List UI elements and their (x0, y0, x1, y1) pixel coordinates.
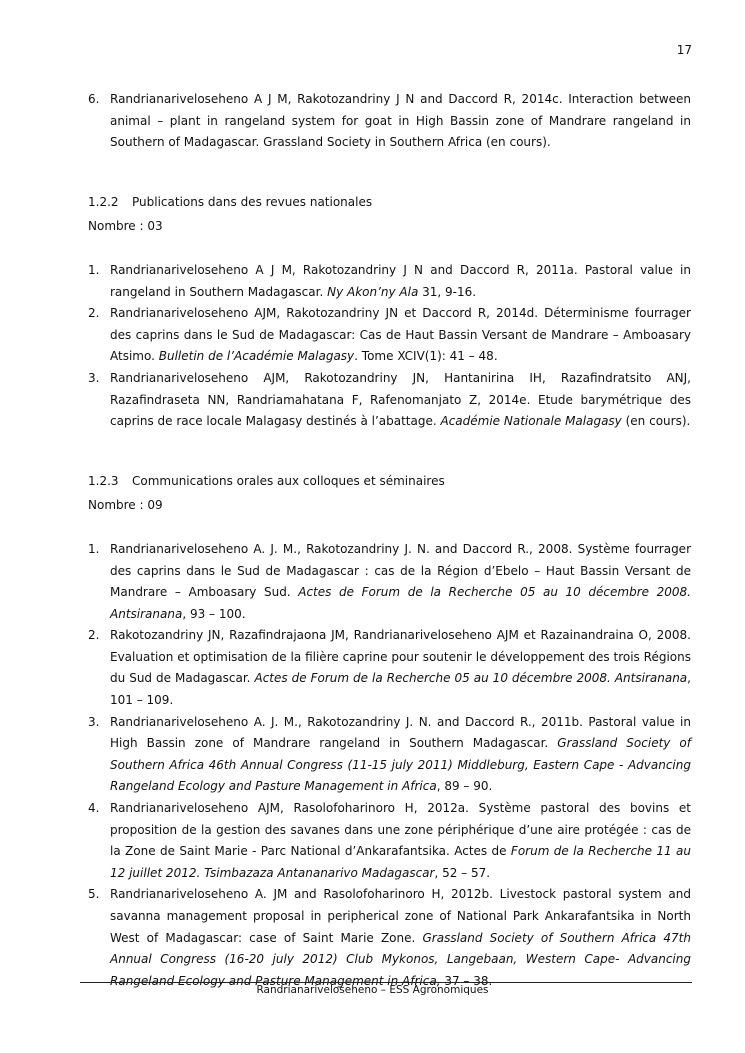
reference-text: Randrianariveloseheno A. J. M., Rakotozandriny J. N. and Daccord R., 2008. Système fourrager des caprins dans le Sud de Madagascar : cas de la Région d’Ebelo – Haut Bassin Versant de Mandrare – Amboasary Sud. Actes de Forum de la Recherche 05 au 10 décembre 2008. Antsiranana, 93 – 100. (110, 541, 691, 621)
reference-text: Randrianariveloseheno A. J. M., Rakotozandriny J. N. and Daccord R., 2011b. Pastoral value in High Bassin zone of Mandrare rangeland in Southern Madagascar. Grassland Society of Southern Africa 46th Annual Congress (11-15 july 2011) Middleburg, Eastern Cape - Advancing Rangeland Ecology and Pasture Management in Africa, 89 – 90. (110, 714, 691, 794)
reference-item (88, 625, 691, 711)
section-number: 1.2.3 (88, 473, 119, 488)
count-label: Nombre : 03 (88, 219, 163, 234)
footer-rule (80, 982, 692, 983)
section-heading (88, 192, 691, 214)
reference-item (88, 884, 691, 992)
reference-item (88, 260, 691, 303)
section-title: Publications dans des revues nationales (132, 194, 373, 209)
section-title: Communications orales aux colloques et séminaires (132, 473, 445, 488)
reference-text: Randrianariveloseheno AJM, Rasolofoharinoro H, 2012a. Système pastoral des bovins et proposition de la gestion des savanes dans une zone périphérique d’une aire protégée : cas de la Zone de Saint Marie - Parc National d’Ankarafantsika. Actes de Forum de la Recherche 11 au 12 juillet 2012. Tsimbazaza Antananarivo Madagascar, 52 – 57. (110, 801, 692, 880)
reference-number: 1. (88, 262, 100, 277)
page-footer: Randrianariveloseheno – ESS Agronomiques (256, 984, 489, 996)
page-number: 17 (676, 43, 692, 57)
reference-item (88, 368, 691, 433)
reference-item (88, 539, 691, 625)
count-label: Nombre : 09 (88, 498, 163, 513)
reference-number: 5. (88, 887, 100, 902)
reference-number: 6. (88, 92, 100, 106)
page-content (88, 89, 691, 992)
reference-number: 1. (88, 541, 100, 556)
section-number: 1.2.2 (88, 194, 119, 209)
reference-text: Randrianariveloseheno AJM, Rakotozandriny JN, Hantanirina IH, Razafindratsito ANJ, Razafindraseta NN, Randriamahatana F, Rafenomanjato Z, 2014e. Etude barymétrique des caprins de race locale Malagasy destinés à l’abattage. Académie Nationale Malagasy (en cours). (110, 370, 691, 429)
reference-text: Randrianariveloseheno A J M, Rakotozandriny J N and Daccord R, 2011a. Pastoral value in rangeland in Southern Madagascar. Ny Akon’ny Ala 31, 9-16. (110, 262, 691, 299)
reference-number: 2. (88, 306, 100, 321)
reference-item (88, 798, 691, 884)
section-heading (88, 471, 691, 493)
reference-text: Randrianariveloseheno AJM, Rakotozandriny JN et Daccord R, 2014d. Déterminisme fourrager des caprins dans le Sud de Madagascar: Cas de Haut Bassin Versant de Mandrare – Amboasary Atsimo. Bulletin de l’Académie Malagasy. Tome XCIV(1): 41 – 48. (110, 306, 691, 364)
reference-number: 2. (88, 628, 100, 643)
reference-text: Rakotozandriny JN, Razafindrajaona JM, Randrianariveloseheno AJM et Razainandraina O, 2008. Evaluation et optimisation de la filière caprine pour soutenir le développement des trois Régions du Sud de Madagascar. Actes de Forum de la Recherche 05 au 10 décembre 2008. Antsiranana, 101 – 109. (110, 628, 691, 708)
reference-item (88, 712, 691, 798)
reference-number: 3. (88, 370, 100, 385)
reference-item (88, 89, 691, 154)
reference-number: 3. (88, 714, 100, 729)
reference-text: Randrianariveloseheno A J M, Rakotozandriny J N and Daccord R, 2014c. Interaction between animal – plant in rangeland system for goat in High Bassin zone of Mandrare rangeland in Southern of Madagascar. Grassland Society in Southern Africa (en cours). (110, 92, 691, 150)
reference-text: Randrianariveloseheno A. JM and Rasolofoharinoro H, 2012b. Livestock pastoral system and savanna management proposal in peripherical zone of National Park Ankarafantsika in North West of Madagascar: case of Saint Marie Zone. Grassland Society of Southern Africa 47th Annual Congress (16-20 july 2012) Club Mykonos, Langebaan, Western Cape- Advancing Rangeland Ecology and Pasture Management in Africa, 37 – 38. (110, 887, 691, 988)
reference-number: 4. (88, 801, 100, 816)
reference-item (88, 303, 691, 368)
